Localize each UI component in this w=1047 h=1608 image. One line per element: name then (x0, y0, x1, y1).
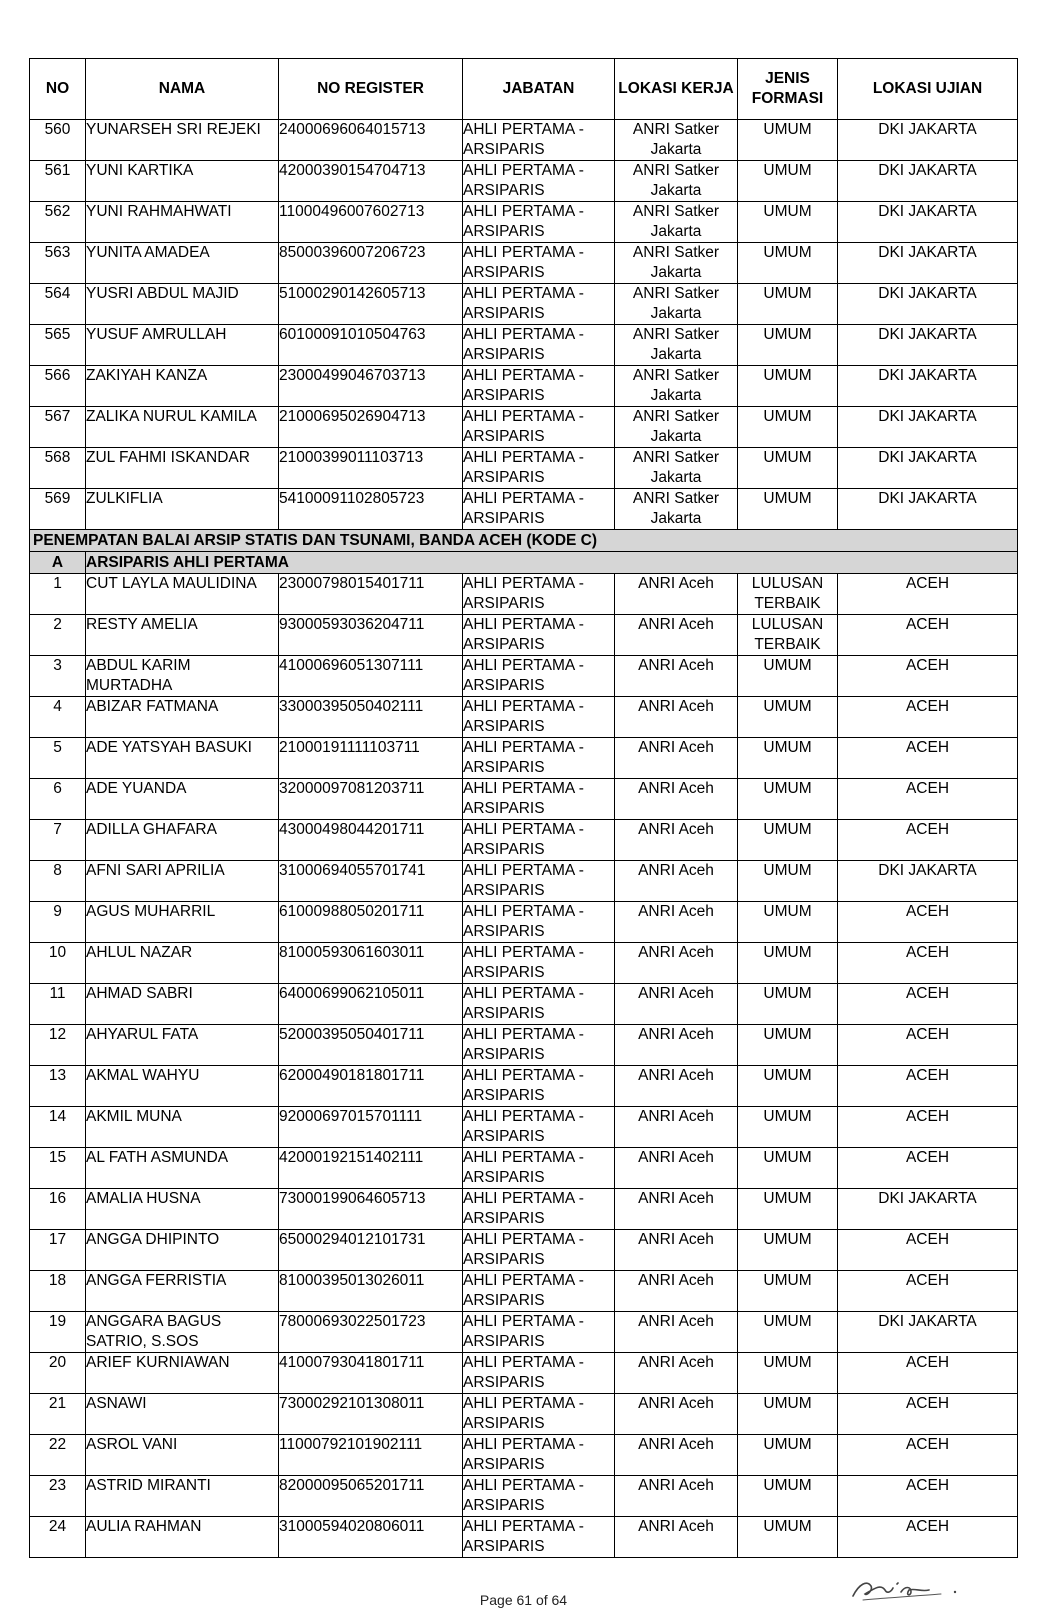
cell-no: 567 (30, 407, 86, 448)
header-lokasi-ujian: LOKASI UJIAN (838, 59, 1018, 120)
cell-lokasi-ujian: DKI JAKARTA (838, 202, 1018, 243)
cell-jabatan: AHLI PERTAMA - ARSIPARIS (463, 615, 615, 656)
cell-nama: ADE YATSYAH BASUKI (86, 738, 279, 779)
cell-lokasi-ujian: ACEH (838, 1394, 1018, 1435)
cell-nama: ZUL FAHMI ISKANDAR (86, 448, 279, 489)
cell-no: 4 (30, 697, 86, 738)
cell-no: 13 (30, 1066, 86, 1107)
cell-jabatan: AHLI PERTAMA - ARSIPARIS (463, 697, 615, 738)
cell-nama: YUSRI ABDUL MAJID (86, 284, 279, 325)
cell-lokasi-ujian: DKI JAKARTA (838, 407, 1018, 448)
cell-lokasi-ujian: ACEH (838, 779, 1018, 820)
table-row (30, 1394, 1018, 1435)
cell-nama: ZULKIFLIA (86, 489, 279, 530)
cell-lokasi-kerja: ANRI Satker Jakarta (615, 366, 738, 407)
cell-nama: AHMAD SABRI (86, 984, 279, 1025)
cell-jenis-formasi: UMUM (738, 366, 838, 407)
cell-no-register: 11000496007602713 (279, 202, 463, 243)
cell-jabatan: AHLI PERTAMA - ARSIPARIS (463, 1025, 615, 1066)
table-row (30, 615, 1018, 656)
cell-lokasi-kerja: ANRI Satker Jakarta (615, 202, 738, 243)
cell-jabatan: AHLI PERTAMA - ARSIPARIS (463, 202, 615, 243)
cell-no-register: 33000395050402111 (279, 697, 463, 738)
cell-lokasi-ujian: ACEH (838, 902, 1018, 943)
cell-jenis-formasi: UMUM (738, 697, 838, 738)
cell-no-register: 41000793041801711 (279, 1353, 463, 1394)
table-row (30, 120, 1018, 161)
cell-jabatan: AHLI PERTAMA - ARSIPARIS (463, 325, 615, 366)
cell-jabatan: AHLI PERTAMA - ARSIPARIS (463, 1230, 615, 1271)
cell-lokasi-kerja: ANRI Satker Jakarta (615, 120, 738, 161)
cell-no: 2 (30, 615, 86, 656)
cell-jenis-formasi: UMUM (738, 284, 838, 325)
cell-jenis-formasi: UMUM (738, 1312, 838, 1353)
cell-nama: ADE YUANDA (86, 779, 279, 820)
cell-no: 22 (30, 1435, 86, 1476)
table-row (30, 861, 1018, 902)
cell-no-register: 54100091102805723 (279, 489, 463, 530)
cell-jenis-formasi: UMUM (738, 1148, 838, 1189)
table-row (30, 697, 1018, 738)
cell-nama: AHLUL NAZAR (86, 943, 279, 984)
cell-lokasi-ujian: ACEH (838, 1025, 1018, 1066)
cell-no: 7 (30, 820, 86, 861)
cell-no-register: 21000191111103711 (279, 738, 463, 779)
cell-jabatan: AHLI PERTAMA - ARSIPARIS (463, 738, 615, 779)
cell-nama: YUNI KARTIKA (86, 161, 279, 202)
cell-lokasi-kerja: ANRI Satker Jakarta (615, 243, 738, 284)
table-row (30, 1271, 1018, 1312)
cell-jenis-formasi: UMUM (738, 120, 838, 161)
cell-lokasi-kerja: ANRI Aceh (615, 1148, 738, 1189)
cell-lokasi-ujian: DKI JAKARTA (838, 161, 1018, 202)
cell-no: 6 (30, 779, 86, 820)
cell-nama: YUNITA AMADEA (86, 243, 279, 284)
cell-nama: AKMAL WAHYU (86, 1066, 279, 1107)
cell-no-register: 93000593036204711 (279, 615, 463, 656)
cell-jabatan: AHLI PERTAMA - ARSIPARIS (463, 1107, 615, 1148)
cell-jabatan: AHLI PERTAMA - ARSIPARIS (463, 366, 615, 407)
cell-jabatan: AHLI PERTAMA - ARSIPARIS (463, 1394, 615, 1435)
cell-no: 563 (30, 243, 86, 284)
cell-jabatan: AHLI PERTAMA - ARSIPARIS (463, 1148, 615, 1189)
cell-jenis-formasi: UMUM (738, 902, 838, 943)
table-row (30, 1066, 1018, 1107)
cell-nama: ANGGA DHIPINTO (86, 1230, 279, 1271)
cell-lokasi-kerja: ANRI Aceh (615, 1230, 738, 1271)
cell-jenis-formasi: UMUM (738, 407, 838, 448)
cell-lokasi-kerja: ANRI Satker Jakarta (615, 325, 738, 366)
cell-lokasi-kerja: ANRI Aceh (615, 902, 738, 943)
cell-jabatan: AHLI PERTAMA - ARSIPARIS (463, 407, 615, 448)
cell-jenis-formasi: UMUM (738, 943, 838, 984)
cell-no: 566 (30, 366, 86, 407)
cell-jenis-formasi: UMUM (738, 779, 838, 820)
cell-no: 568 (30, 448, 86, 489)
cell-jabatan: AHLI PERTAMA - ARSIPARIS (463, 243, 615, 284)
cell-lokasi-kerja: ANRI Aceh (615, 1435, 738, 1476)
table-row (30, 984, 1018, 1025)
cell-no: 19 (30, 1312, 86, 1353)
cell-no-register: 23000499046703713 (279, 366, 463, 407)
cell-lokasi-ujian: DKI JAKARTA (838, 243, 1018, 284)
cell-jenis-formasi: UMUM (738, 984, 838, 1025)
subsection-row (30, 552, 1018, 574)
table-row (30, 574, 1018, 615)
table-row (30, 325, 1018, 366)
subsection-code: A (30, 552, 86, 574)
cell-no: 565 (30, 325, 86, 366)
cell-lokasi-kerja: ANRI Satker Jakarta (615, 448, 738, 489)
cell-lokasi-ujian: DKI JAKARTA (838, 1312, 1018, 1353)
cell-no: 562 (30, 202, 86, 243)
table-row (30, 489, 1018, 530)
header-jabatan: JABATAN (463, 59, 615, 120)
cell-jenis-formasi: UMUM (738, 656, 838, 697)
cell-nama: ASNAWI (86, 1394, 279, 1435)
table-row (30, 161, 1018, 202)
table-row (30, 202, 1018, 243)
cell-lokasi-ujian: ACEH (838, 1517, 1018, 1558)
cell-no: 18 (30, 1271, 86, 1312)
cell-jabatan: AHLI PERTAMA - ARSIPARIS (463, 574, 615, 615)
cell-jabatan: AHLI PERTAMA - ARSIPARIS (463, 984, 615, 1025)
cell-no-register: 23000798015401711 (279, 574, 463, 615)
cell-no-register: 32000097081203711 (279, 779, 463, 820)
cell-lokasi-kerja: ANRI Aceh (615, 1107, 738, 1148)
cell-lokasi-ujian: ACEH (838, 615, 1018, 656)
cell-lokasi-kerja: ANRI Satker Jakarta (615, 161, 738, 202)
cell-lokasi-kerja: ANRI Aceh (615, 574, 738, 615)
cell-lokasi-kerja: ANRI Satker Jakarta (615, 284, 738, 325)
cell-no-register: 24000696064015713 (279, 120, 463, 161)
table-row (30, 943, 1018, 984)
cell-nama: ABDUL KARIM MURTADHA (86, 656, 279, 697)
cell-lokasi-ujian: ACEH (838, 984, 1018, 1025)
cell-no: 560 (30, 120, 86, 161)
cell-no-register: 43000498044201711 (279, 820, 463, 861)
cell-jenis-formasi: UMUM (738, 202, 838, 243)
table-row (30, 1189, 1018, 1230)
table-row (30, 1517, 1018, 1558)
cell-no-register: 85000396007206723 (279, 243, 463, 284)
cell-nama: ADILLA GHAFARA (86, 820, 279, 861)
cell-lokasi-ujian: DKI JAKARTA (838, 325, 1018, 366)
cell-no: 24 (30, 1517, 86, 1558)
cell-nama: YUSUF AMRULLAH (86, 325, 279, 366)
cell-jenis-formasi: UMUM (738, 1517, 838, 1558)
cell-no-register: 64000699062105011 (279, 984, 463, 1025)
cell-jabatan: AHLI PERTAMA - ARSIPARIS (463, 1066, 615, 1107)
cell-jenis-formasi: UMUM (738, 1025, 838, 1066)
cell-no-register: 11000792101902111 (279, 1435, 463, 1476)
cell-jabatan: AHLI PERTAMA - ARSIPARIS (463, 820, 615, 861)
table-header (30, 59, 1018, 120)
cell-lokasi-ujian: ACEH (838, 1435, 1018, 1476)
cell-nama: ZALIKA NURUL KAMILA (86, 407, 279, 448)
cell-jabatan: AHLI PERTAMA - ARSIPARIS (463, 161, 615, 202)
cell-lokasi-ujian: ACEH (838, 1107, 1018, 1148)
cell-jabatan: AHLI PERTAMA - ARSIPARIS (463, 1312, 615, 1353)
cell-lokasi-kerja: ANRI Aceh (615, 1312, 738, 1353)
cell-no: 15 (30, 1148, 86, 1189)
cell-no-register: 73000292101308011 (279, 1394, 463, 1435)
cell-nama: ANGGARA BAGUS SATRIO, S.SOS (86, 1312, 279, 1353)
cell-nama: AMALIA HUSNA (86, 1189, 279, 1230)
cell-no: 564 (30, 284, 86, 325)
cell-lokasi-ujian: DKI JAKARTA (838, 861, 1018, 902)
table-row (30, 738, 1018, 779)
cell-no-register: 62000490181801711 (279, 1066, 463, 1107)
cell-jenis-formasi: UMUM (738, 1394, 838, 1435)
page-number: Page 61 of 64 (479, 1592, 568, 1608)
cell-no: 23 (30, 1476, 86, 1517)
cell-lokasi-ujian: DKI JAKARTA (838, 284, 1018, 325)
cell-no: 20 (30, 1353, 86, 1394)
cell-lokasi-ujian: ACEH (838, 1230, 1018, 1271)
cell-lokasi-kerja: ANRI Aceh (615, 738, 738, 779)
table-row (30, 820, 1018, 861)
cell-lokasi-ujian: ACEH (838, 1271, 1018, 1312)
cell-lokasi-ujian: DKI JAKARTA (838, 1189, 1018, 1230)
cell-no-register: 21000399011103713 (279, 448, 463, 489)
cell-lokasi-ujian: ACEH (838, 820, 1018, 861)
cell-jabatan: AHLI PERTAMA - ARSIPARIS (463, 902, 615, 943)
header-no: NO (30, 59, 86, 120)
cell-lokasi-ujian: DKI JAKARTA (838, 120, 1018, 161)
cell-lokasi-kerja: ANRI Aceh (615, 1189, 738, 1230)
cell-nama: ABIZAR FATMANA (86, 697, 279, 738)
table-row (30, 448, 1018, 489)
cell-jenis-formasi: UMUM (738, 738, 838, 779)
cell-nama: AL FATH ASMUNDA (86, 1148, 279, 1189)
cell-lokasi-ujian: ACEH (838, 574, 1018, 615)
cell-jabatan: AHLI PERTAMA - ARSIPARIS (463, 1271, 615, 1312)
cell-jenis-formasi: UMUM (738, 1435, 838, 1476)
section-title: PENEMPATAN BALAI ARSIP STATIS DAN TSUNAMI, BANDA ACEH (KODE C) (30, 530, 1018, 552)
table-row (30, 1312, 1018, 1353)
cell-jabatan: AHLI PERTAMA - ARSIPARIS (463, 1435, 615, 1476)
cell-jenis-formasi: UMUM (738, 325, 838, 366)
cell-lokasi-kerja: ANRI Aceh (615, 1271, 738, 1312)
cell-nama: AULIA RAHMAN (86, 1517, 279, 1558)
cell-lokasi-kerja: ANRI Aceh (615, 943, 738, 984)
cell-jenis-formasi: UMUM (738, 243, 838, 284)
cell-jabatan: AHLI PERTAMA - ARSIPARIS (463, 861, 615, 902)
cell-nama: ANGGA FERRISTIA (86, 1271, 279, 1312)
cell-lokasi-kerja: ANRI Aceh (615, 1476, 738, 1517)
cell-no-register: 21000695026904713 (279, 407, 463, 448)
table-row (30, 902, 1018, 943)
cell-lokasi-ujian: ACEH (838, 738, 1018, 779)
cell-lokasi-kerja: ANRI Aceh (615, 1517, 738, 1558)
cell-no-register: 92000697015701111 (279, 1107, 463, 1148)
cell-no: 14 (30, 1107, 86, 1148)
cell-no-register: 73000199064605713 (279, 1189, 463, 1230)
cell-jabatan: AHLI PERTAMA - ARSIPARIS (463, 489, 615, 530)
cell-no-register: 81000593061603011 (279, 943, 463, 984)
cell-nama: AKMIL MUNA (86, 1107, 279, 1148)
cell-jabatan: AHLI PERTAMA - ARSIPARIS (463, 656, 615, 697)
cell-lokasi-kerja: ANRI Aceh (615, 861, 738, 902)
cell-no-register: 60100091010504763 (279, 325, 463, 366)
header-jenis-formasi: JENIS FORMASI (738, 59, 838, 120)
cell-lokasi-kerja: ANRI Aceh (615, 984, 738, 1025)
cell-nama: RESTY AMELIA (86, 615, 279, 656)
results-table (29, 58, 1018, 1558)
cell-lokasi-kerja: ANRI Aceh (615, 1353, 738, 1394)
cell-lokasi-ujian: ACEH (838, 1476, 1018, 1517)
cell-no: 5 (30, 738, 86, 779)
cell-no: 569 (30, 489, 86, 530)
cell-no-register: 42000390154704713 (279, 161, 463, 202)
section-row (30, 530, 1018, 552)
cell-no: 561 (30, 161, 86, 202)
cell-no: 1 (30, 574, 86, 615)
cell-lokasi-ujian: DKI JAKARTA (838, 489, 1018, 530)
subsection-title: ARSIPARIS AHLI PERTAMA (86, 552, 1018, 574)
cell-nama: ASROL VANI (86, 1435, 279, 1476)
cell-jenis-formasi: UMUM (738, 161, 838, 202)
cell-jabatan: AHLI PERTAMA - ARSIPARIS (463, 120, 615, 161)
table-row (30, 779, 1018, 820)
table-row (30, 243, 1018, 284)
cell-nama: CUT LAYLA MAULIDINA (86, 574, 279, 615)
cell-no-register: 52000395050401711 (279, 1025, 463, 1066)
cell-jenis-formasi: UMUM (738, 1107, 838, 1148)
cell-no-register: 65000294012101731 (279, 1230, 463, 1271)
table-row (30, 1476, 1018, 1517)
cell-lokasi-ujian: ACEH (838, 1066, 1018, 1107)
table-row (30, 366, 1018, 407)
cell-lokasi-ujian: DKI JAKARTA (838, 366, 1018, 407)
cell-no-register: 61000988050201711 (279, 902, 463, 943)
cell-lokasi-kerja: ANRI Aceh (615, 615, 738, 656)
cell-nama: ASTRID MIRANTI (86, 1476, 279, 1517)
cell-jabatan: AHLI PERTAMA - ARSIPARIS (463, 1517, 615, 1558)
cell-no: 10 (30, 943, 86, 984)
cell-nama: AFNI SARI APRILIA (86, 861, 279, 902)
cell-lokasi-kerja: ANRI Aceh (615, 1066, 738, 1107)
header-nama: NAMA (86, 59, 279, 120)
cell-nama: ZAKIYAH KANZA (86, 366, 279, 407)
cell-jabatan: AHLI PERTAMA - ARSIPARIS (463, 779, 615, 820)
cell-no: 3 (30, 656, 86, 697)
cell-jabatan: AHLI PERTAMA - ARSIPARIS (463, 1189, 615, 1230)
table-row (30, 407, 1018, 448)
cell-lokasi-ujian: ACEH (838, 943, 1018, 984)
cell-jenis-formasi: UMUM (738, 1476, 838, 1517)
table-row (30, 1025, 1018, 1066)
cell-lokasi-ujian: ACEH (838, 697, 1018, 738)
cell-jenis-formasi: UMUM (738, 861, 838, 902)
cell-lokasi-kerja: ANRI Aceh (615, 1025, 738, 1066)
table-row (30, 1230, 1018, 1271)
cell-lokasi-kerja: ANRI Aceh (615, 1394, 738, 1435)
cell-no-register: 41000696051307111 (279, 656, 463, 697)
cell-lokasi-kerja: ANRI Aceh (615, 697, 738, 738)
cell-nama: AGUS MUHARRIL (86, 902, 279, 943)
cell-jenis-formasi: UMUM (738, 1230, 838, 1271)
cell-no: 8 (30, 861, 86, 902)
cell-jenis-formasi: UMUM (738, 1189, 838, 1230)
cell-no-register: 78000693022501723 (279, 1312, 463, 1353)
cell-nama: AHYARUL FATA (86, 1025, 279, 1066)
cell-jenis-formasi: UMUM (738, 448, 838, 489)
table-row (30, 1148, 1018, 1189)
header-lokasi-kerja: LOKASI KERJA (615, 59, 738, 120)
cell-no-register: 31000694055701741 (279, 861, 463, 902)
cell-lokasi-ujian: ACEH (838, 656, 1018, 697)
cell-no: 17 (30, 1230, 86, 1271)
cell-no: 16 (30, 1189, 86, 1230)
cell-no-register: 31000594020806011 (279, 1517, 463, 1558)
cell-jenis-formasi: UMUM (738, 820, 838, 861)
cell-lokasi-ujian: ACEH (838, 1353, 1018, 1394)
cell-no-register: 81000395013026011 (279, 1271, 463, 1312)
cell-jenis-formasi: UMUM (738, 1271, 838, 1312)
cell-jabatan: AHLI PERTAMA - ARSIPARIS (463, 1476, 615, 1517)
cell-lokasi-kerja: ANRI Satker Jakarta (615, 489, 738, 530)
cell-no-register: 51000290142605713 (279, 284, 463, 325)
cell-jenis-formasi: UMUM (738, 1353, 838, 1394)
cell-jenis-formasi: UMUM (738, 1066, 838, 1107)
header-no-register: NO REGISTER (279, 59, 463, 120)
cell-jenis-formasi: LULUSAN TERBAIK (738, 574, 838, 615)
cell-nama: ARIEF KURNIAWAN (86, 1353, 279, 1394)
cell-jenis-formasi: LULUSAN TERBAIK (738, 615, 838, 656)
cell-no: 12 (30, 1025, 86, 1066)
cell-jabatan: AHLI PERTAMA - ARSIPARIS (463, 284, 615, 325)
table-row (30, 1353, 1018, 1394)
cell-lokasi-ujian: ACEH (838, 1148, 1018, 1189)
cell-jabatan: AHLI PERTAMA - ARSIPARIS (463, 943, 615, 984)
cell-nama: YUNARSEH SRI REJEKI (86, 120, 279, 161)
cell-no: 11 (30, 984, 86, 1025)
cell-no: 21 (30, 1394, 86, 1435)
cell-no-register: 42000192151402111 (279, 1148, 463, 1189)
cell-lokasi-kerja: ANRI Aceh (615, 779, 738, 820)
table-row (30, 284, 1018, 325)
cell-jabatan: AHLI PERTAMA - ARSIPARIS (463, 1353, 615, 1394)
table-row (30, 1107, 1018, 1148)
cell-lokasi-kerja: ANRI Satker Jakarta (615, 407, 738, 448)
table-row (30, 1435, 1018, 1476)
cell-nama: YUNI RAHMAHWATI (86, 202, 279, 243)
cell-jabatan: AHLI PERTAMA - ARSIPARIS (463, 448, 615, 489)
cell-lokasi-kerja: ANRI Aceh (615, 820, 738, 861)
table-row (30, 656, 1018, 697)
cell-no: 9 (30, 902, 86, 943)
cell-no-register: 82000095065201711 (279, 1476, 463, 1517)
cell-lokasi-kerja: ANRI Aceh (615, 656, 738, 697)
cell-lokasi-ujian: DKI JAKARTA (838, 448, 1018, 489)
cell-jenis-formasi: UMUM (738, 489, 838, 530)
